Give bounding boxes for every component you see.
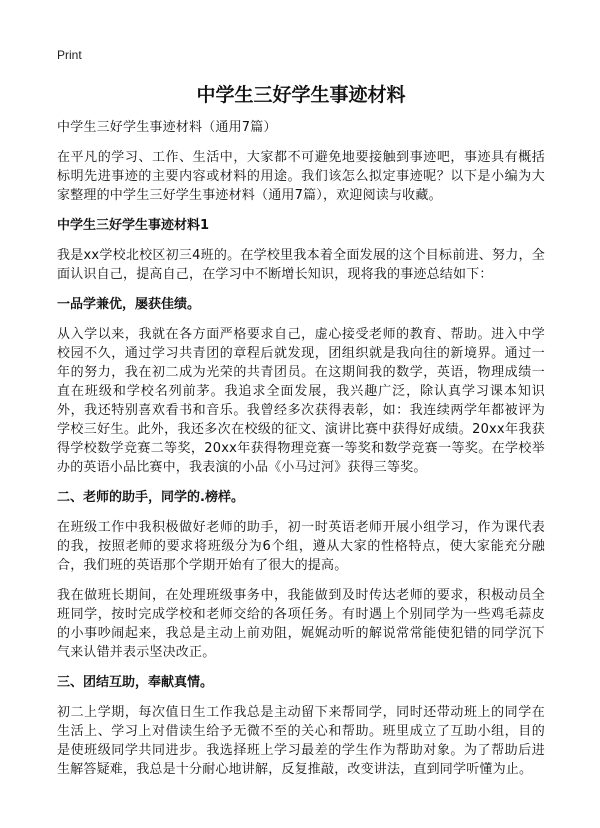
intro-paragraph: 在平凡的学习、工作、生活中，大家都不可避免地要接触到事迹吧，事迹具有概括标明先进事迹的主要内容或材料的用途。我们该怎么拟定事迹呢？以下是小编为大家整理的中学生三好学生事迹材料（通用7篇），欢迎阅读与收藏。 [57,150,545,203]
document-subtitle: 中学生三好学生事迹材料（通用7篇） [57,120,277,135]
paragraph-teacher-helper-2: 我在做班长期间，在处理班级事务中，我能做到及时传达老师的要求，积极动员全班同学，按时完成学校和老师交给的各项任务。有时遇上个别同学为一些鸡毛蒜皮的小事吵闹起来，我总是主动上前劝阻，娓娓动听的解说常常能使犯错的同学沉下气来认错并表示坚决改正。 [57,588,545,660]
paragraph-excellent-results: 从入学以来，我就在各方面严格要求自己，虚心接受老师的教育、帮助。进入中学校园不久，通过学习共青团的章程后就发现，团组织就是我向往的新境界。通过一年的努力，我在初二成为光荣的共青团员。在这期间我的数学，英语，物理成绩一直在班级和学校名列前茅。我追求全面发展，我兴趣广泛，除认真学习课本知识外，我还特别喜欢看书和音乐。我曾经多次获得表彰，如：我连续两学年都被评为学校三好生。此外，我还多次在校级的征文、演讲比赛中获得好成绩。20xx年我获得学校数学竞赛二等奖，20xx年获得物理竞赛一等奖和数学竞赛一等奖。在学校举办的英语小品比赛中，我表演的小品《小马过河》获得三等奖。 [57,327,545,475]
heading-teacher-helper: 二、老师的助手，同学的.榜样。 [57,490,244,505]
section-heading-1: 中学生三好学生事迹材料1 [57,218,210,233]
print-link[interactable]: Print [57,48,82,62]
paragraph-teacher-helper-1: 在班级工作中我积极做好老师的助手，初一时英语老师开展小组学习，作为课代表的我，按照老师的要求将班级分为6个组，遵从大家的性格特点，使大家能充分融合，我们班的英语那个学期开始有了很大的提高。 [57,520,545,573]
heading-mutual-help: 三、团结互助，奉献真情。 [57,675,214,690]
paragraph-mutual-help: 初二上学期，每次值日生工作我总是主动留下来帮同学，同时还带动班上的同学在生活上、学习上对借读生给予无微不至的关心和帮助。班里成立了互助小组，目的是使班级同学共同进步。我选择班上学习最差的学生作为帮助对象。为了帮助后进生解答疑难，我总是十分耐心地讲解，反复推敲，改变讲法，直到同学听懂为止。 [57,705,545,777]
heading-excellent-results: 一品学兼优，屡获佳绩。 [57,297,201,312]
section-1-paragraph: 我是xx学校北校区初三4班的。在学校里我本着全面发展的这个目标前进、努力，全面认识自己，提高自己，在学习中不断增长知识，现将我的事迹总结如下： [57,248,545,282]
page-title: 中学生三好学生事迹材料 [196,84,406,106]
